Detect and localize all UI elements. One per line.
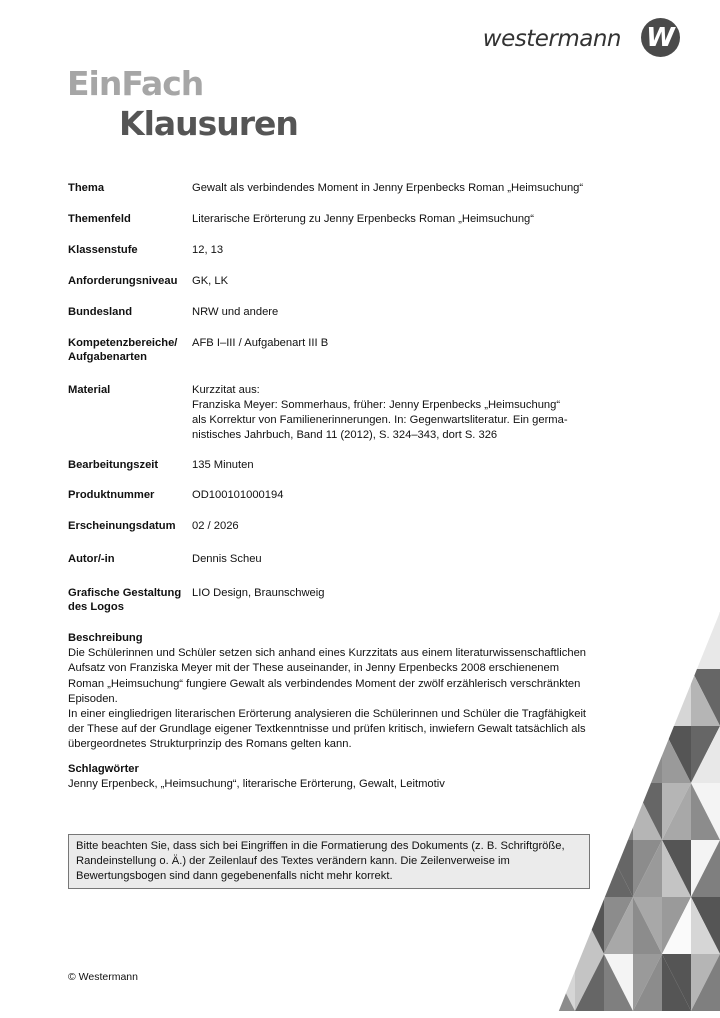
meta-value: Literarische Erörterung zu Jenny Erpenbecks Roman „Heimsuchung“ xyxy=(192,213,534,225)
meta-value: GK, LK xyxy=(192,275,229,287)
meta-key: Anforderungsniveau xyxy=(68,275,178,287)
description-heading: Beschreibung xyxy=(68,632,143,644)
mosaic-triangle xyxy=(575,669,604,726)
mosaic-triangle xyxy=(517,612,546,669)
mosaic-triangle xyxy=(517,954,546,1011)
meta-key: Material xyxy=(68,384,111,396)
mosaic-triangle xyxy=(546,897,575,954)
mosaic-triangle xyxy=(517,783,546,840)
keywords-text: Jenny Erpenbeck, „Heimsuchung“, literarische Erörterung, Gewalt, Leitmotiv xyxy=(68,777,445,790)
mosaic-triangle xyxy=(662,612,691,669)
meta-key: Themenfeld xyxy=(68,213,131,225)
mosaic-triangle xyxy=(575,612,604,669)
mosaic-triangle xyxy=(575,840,604,897)
mosaic-triangle xyxy=(604,612,633,669)
mosaic-triangle xyxy=(633,726,662,783)
mosaic-triangle xyxy=(691,612,720,669)
description-paragraph: Die Schülerinnen und Schüler setzen sich anhand eines Kurzzitats aus einem literaturwissenschaftlichen Aufsatz von Franziska Meyer mit der These auseinander, in Jenny Erpenbecks 2008 erschienenem Roman „Heimsuchung“ fungiere Gewalt als verbindendes Moment der zwölf erzählerisch verschränkten Episoden. xyxy=(68,647,587,705)
meta-value: LIO Design, Braunschweig xyxy=(192,587,325,599)
mosaic-triangle xyxy=(662,669,691,726)
meta-value: AFB I–III / Aufgabenart III B xyxy=(192,337,329,349)
mosaic-triangle xyxy=(604,783,633,840)
mosaic-triangle xyxy=(517,612,546,669)
mosaic-triangle xyxy=(517,954,546,1011)
mosaic-triangle xyxy=(575,726,604,783)
mosaic-triangle xyxy=(546,612,575,669)
series-title-line2: Klausuren xyxy=(119,104,298,143)
meta-key: Bundesland xyxy=(68,306,133,318)
meta-key: Thema xyxy=(68,182,105,194)
keywords-heading: Schlagwörter xyxy=(68,763,139,775)
mosaic-triangle xyxy=(633,669,662,726)
mosaic-triangle xyxy=(546,840,575,897)
mosaic-triangle xyxy=(633,612,662,669)
mosaic-triangle xyxy=(575,669,604,726)
meta-key: Bearbeitungszeit xyxy=(68,459,159,471)
copyright-footer: © Westermann xyxy=(68,971,138,983)
meta-key: Produktnummer xyxy=(68,489,155,501)
meta-value: OD100101000194 xyxy=(192,489,284,501)
mosaic-triangle xyxy=(517,897,546,954)
mosaic-triangle xyxy=(546,897,575,954)
mosaic-triangle xyxy=(546,726,575,783)
mosaic-triangle xyxy=(575,612,604,669)
mosaic-triangle xyxy=(662,612,691,669)
mosaic-triangle xyxy=(546,783,575,840)
meta-key: Klassenstufe xyxy=(68,244,138,256)
meta-key: Erscheinungsdatum xyxy=(68,520,176,532)
mosaic-triangle xyxy=(546,669,575,726)
meta-value: 02 / 2026 xyxy=(192,520,239,532)
mosaic-triangle xyxy=(604,669,633,726)
mosaic-triangle xyxy=(604,612,633,669)
mosaic-triangle xyxy=(517,840,546,897)
mosaic-triangle xyxy=(546,612,575,669)
meta-value: NRW und andere xyxy=(192,306,279,318)
mosaic-triangle xyxy=(517,726,546,783)
mosaic-triangle xyxy=(517,897,546,954)
mosaic-triangle xyxy=(604,783,633,840)
mosaic-triangle xyxy=(546,669,575,726)
mosaic-triangle xyxy=(575,783,604,840)
brand-w-icon: W xyxy=(641,18,680,57)
mosaic-triangle xyxy=(517,669,546,726)
meta-value: 12, 13 xyxy=(192,244,224,256)
mosaic-triangle xyxy=(546,726,575,783)
mosaic-triangle xyxy=(604,726,633,783)
mosaic-triangle xyxy=(633,612,662,669)
meta-key: Autor/-in xyxy=(68,553,115,565)
meta-key: Grafische Gestaltung des Logos xyxy=(68,587,182,613)
meta-key: Kompetenzbereiche/ Aufgabenarten xyxy=(68,337,178,363)
meta-value: Kurzzitat aus: Franziska Meyer: Sommerhaus, früher: Jenny Erpenbecks „Heimsuchung“ als Korrektur von Familienerinnerungen. In: Gegenwartsliteratur. Ein germa- nistisches Jahrbuch, Band 11 (2012), S. 324–343, dort S. 326 xyxy=(192,384,568,441)
mosaic-triangle xyxy=(517,840,546,897)
meta-value: 135 Minuten xyxy=(192,459,254,471)
mosaic-triangle xyxy=(546,783,575,840)
mosaic-triangle xyxy=(575,726,604,783)
mosaic-triangle xyxy=(546,840,575,897)
mosaic-triangle xyxy=(575,840,604,897)
mosaic-triangle xyxy=(517,783,546,840)
meta-value: Gewalt als verbindendes Moment in Jenny Erpenbecks Roman „Heimsuchung“ xyxy=(192,182,584,194)
brand-wordmark: westermann xyxy=(482,25,621,52)
mosaic-triangle xyxy=(633,669,662,726)
mosaic-triangle xyxy=(517,669,546,726)
mosaic-triangle xyxy=(604,669,633,726)
mosaic-triangle xyxy=(604,726,633,783)
description-paragraph: In einer eingliedrigen literarischen Erörterung analysieren die Schülerinnen und Schüler die Tragfähigkeit der These auf der Grundlage eigener Textkenntnisse und prüfen kritisch, inwiefern Gewalt tatsächlich als übergeordnetes Strukturprinzip des Romans gelten kann. xyxy=(68,708,587,751)
mosaic-triangle xyxy=(546,954,575,1011)
meta-value: Dennis Scheu xyxy=(192,553,262,565)
mosaic-triangle xyxy=(575,783,604,840)
series-title-line1: EinFach xyxy=(67,64,204,103)
mosaic-triangle xyxy=(517,726,546,783)
formatting-notice-box: Bitte beachten Sie, dass sich bei Eingriffen in die Formatierung des Dokuments (z. B. Schriftgröße, Randeinstellung o. Ä.) der Zeilenlauf des Textes verändern kann. Die Zeilenverweise im Bewertungsbogen sind dann gegebenenfalls nicht mehr korrekt. xyxy=(68,834,590,889)
